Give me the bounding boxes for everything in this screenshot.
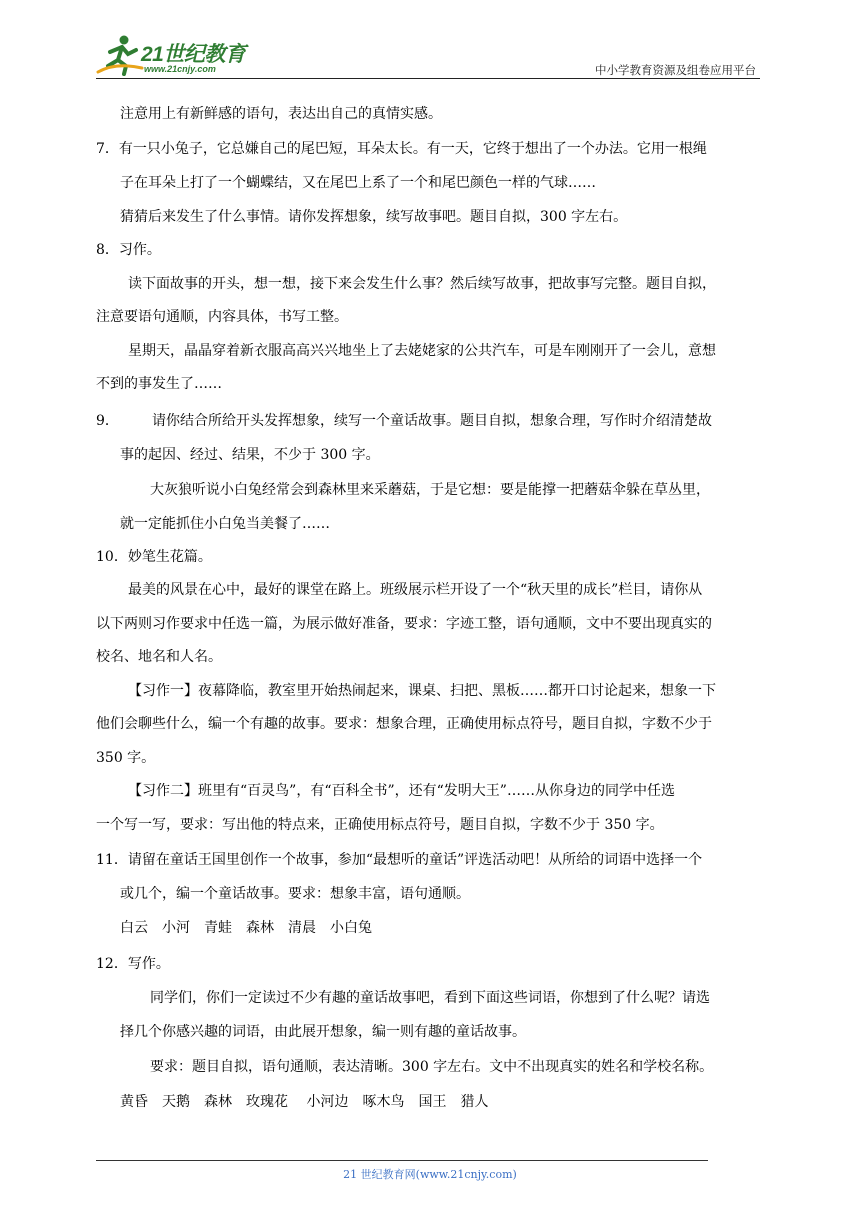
logo-text: 21世纪教育	[141, 43, 246, 66]
text-line: 【习作二】班里有“百灵鸟”，有“百科全书”，还有“发明大王”……从你身边的同学中任选	[128, 783, 675, 799]
text-line: 一个写一写，要求：写出他的特点来，正确使用标点符号，题目自拟，字数不少于 350 字。	[96, 817, 664, 833]
question-8: 8．习作。	[96, 242, 161, 258]
text-line: 他们会聊些什么，编一个有趣的故事。要求：想象合理，正确使用标点符号，题目自拟，字数不少于	[96, 716, 712, 732]
question-9-number: 9．	[96, 413, 119, 429]
text-line: 350 字。	[96, 750, 156, 766]
text-line: 或几个，编一个童话故事。要求：想象丰富，语句通顺。	[120, 886, 470, 902]
text-line: 大灰狼听说小白兔经常会到森林里来采蘑菇，于是它想：要是能撑一把蘑菇伞躲在草丛里，	[150, 482, 710, 498]
runner-logo-icon	[96, 32, 144, 78]
question-9: 请你结合所给开头发挥想象，续写一个童话故事。题目自拟，想象合理，写作时介绍清楚故	[152, 413, 712, 429]
text-line: 以下两则习作要求中任选一篇，为展示做好准备，要求：字迹工整，语句通顺，文中不要出现真实的	[96, 616, 712, 632]
text-line: 猜猜后来发生了什么事情。请你发挥想象，续写故事吧。题目自拟，300 字左右。	[120, 209, 628, 225]
question-12: 12．写作。	[96, 956, 170, 972]
footer-divider	[96, 1160, 708, 1161]
word-list: 白云 小河 青蛙 森林 清晨 小白兔	[120, 920, 372, 936]
text-line: 【习作一】夜幕降临，教室里开始热闹起来，课桌、扫把、黑板……都开口讨论起来，想象一下	[128, 683, 716, 699]
text-line: 不到的事发生了……	[96, 376, 222, 392]
site-logo	[96, 32, 296, 78]
text-line: 要求：题目自拟，语句通顺，表达清晰。300 字左右。文中不出现真实的姓名和学校名称。	[150, 1059, 714, 1075]
header-divider	[96, 78, 760, 79]
text-line: 读下面故事的开头，想一想，接下来会发生什么事？然后续写故事，把故事写完整。题目自拟，	[128, 276, 716, 292]
text-line: 注意要语句通顺，内容具体，书写工整。	[96, 309, 348, 325]
question-10: 10．妙笔生花篇。	[96, 549, 212, 565]
text-line: 就一定能抓住小白兔当美餐了……	[120, 516, 330, 532]
text-line: 星期天，晶晶穿着新衣服高高兴兴地坐上了去姥姥家的公共汽车，可是车刚刚开了一会儿，意想	[128, 343, 716, 359]
logo-url: www.21cnjy.com	[144, 64, 216, 74]
text-line: 同学们，你们一定读过不少有趣的童话故事吧，看到下面这些词语，你想到了什么呢？请选	[150, 990, 710, 1006]
text-line: 最美的风景在心中，最好的课堂在路上。班级展示栏开设了一个“秋天里的成长”栏目，请你从	[128, 582, 703, 598]
footer-source[interactable]: 21 世纪教育网(www.21cnjy.com)	[343, 1168, 517, 1181]
question-7: 7．有一只小兔子，它总嫌自己的尾巴短，耳朵太长。有一天，它终于想出了一个办法。它用一根绳	[96, 141, 707, 157]
text-line: 子在耳朵上打了一个蝴蝶结，又在尾巴上系了一个和尾巴颜色一样的气球……	[120, 175, 596, 191]
text-line: 择几个你感兴趣的词语，由此展开想象，编一则有趣的童话故事。	[120, 1024, 526, 1040]
platform-title: 中小学教育资源及组卷应用平台	[595, 63, 756, 77]
page-header	[96, 32, 760, 78]
text-line: 事的起因、经过、结果，不少于 300 字。	[120, 447, 380, 463]
question-11: 11．请留在童话王国里创作一个故事，参加“最想听的童话”评选活动吧！从所给的词语中选择一个	[96, 852, 703, 868]
text-line: 校名、地名和人名。	[96, 649, 222, 665]
text-line: 注意用上有新鲜感的语句，表达出自己的真情实感。	[120, 106, 442, 122]
word-list: 黄昏 天鹅 森林 玫瑰花 小河边 啄木鸟 国王 猎人	[120, 1094, 489, 1110]
